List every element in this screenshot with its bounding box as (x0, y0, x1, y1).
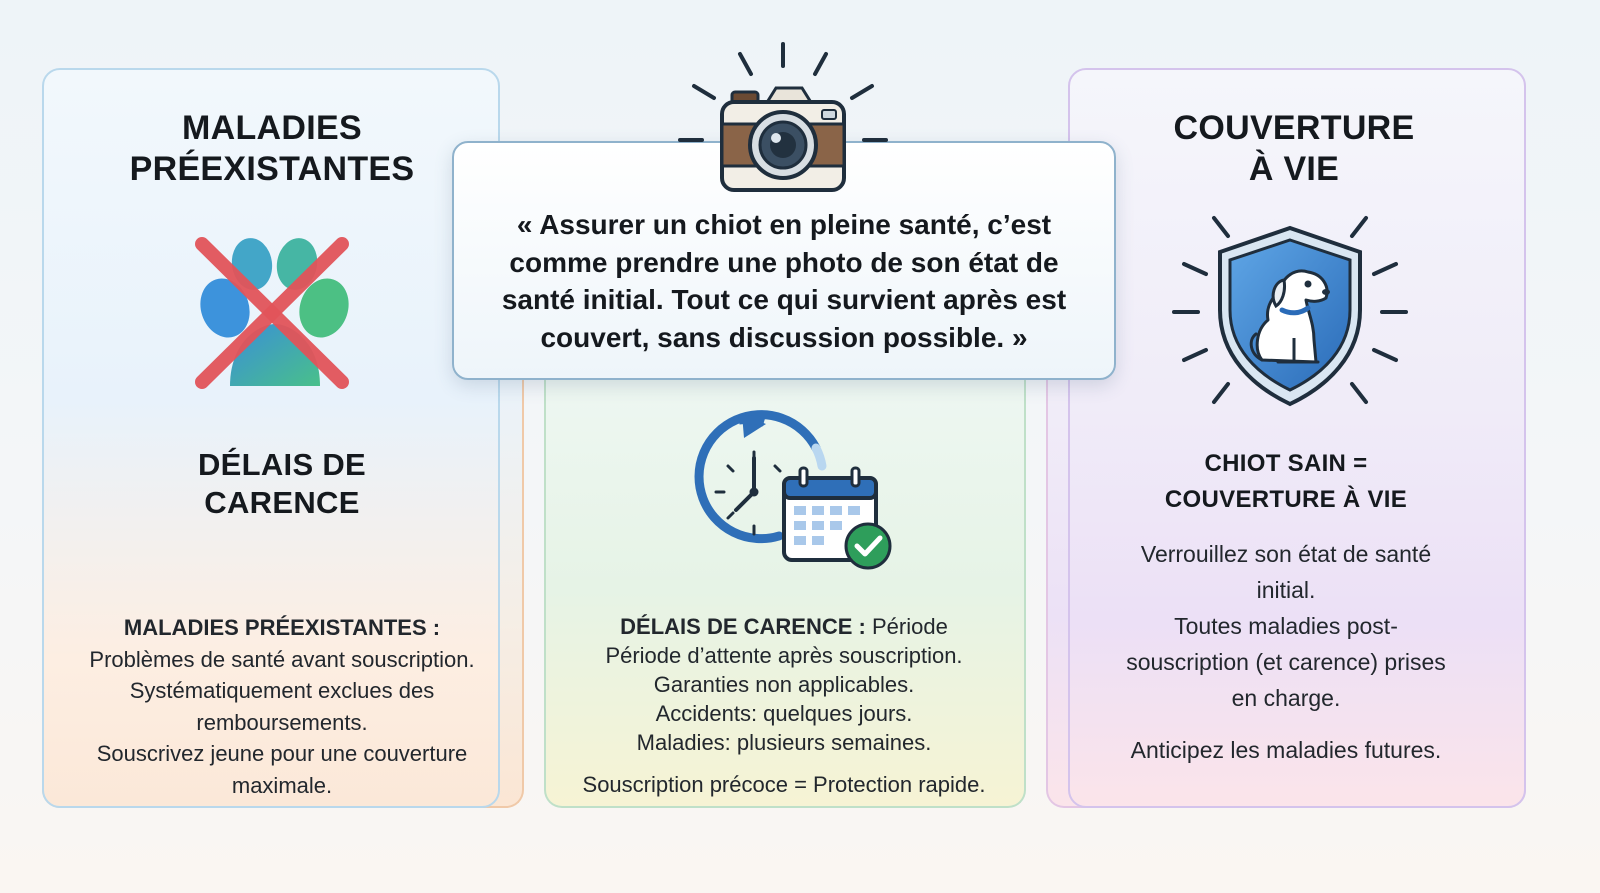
middle-body-line-2: Garanties non applicables. (653, 672, 915, 697)
right-subtitle-line-2: COUVERTURE À VIE (1164, 486, 1408, 513)
left-subtitle-line-1: DÉLAIS DE (197, 447, 367, 482)
left-body-line-1: Problèmes de santé avant souscription. (89, 646, 475, 672)
left-body-line-5: maximale. (231, 772, 333, 798)
right-body-line-3: Toutes maladies post- (1174, 613, 1398, 639)
quote-line-4: couvert, sans discussion possible. » (540, 321, 1028, 353)
right-subtitle-line-1: CHIOT SAIN = (1204, 450, 1368, 477)
left-title-top (72, 108, 472, 190)
right-subtitle (1086, 446, 1486, 518)
right-body-line-2: initial. (1256, 577, 1316, 603)
left-subtitle-line-2: CARENCE (204, 485, 360, 520)
quote-line-3: santé initial. Tout ce qui survient après est (501, 284, 1067, 315)
middle-body-line-1: Période d’attente après souscription. (605, 643, 963, 668)
right-footer: Anticipez les maladies futures. (1130, 737, 1442, 763)
middle-body-heading-row (560, 612, 1008, 641)
right-title-top (1094, 108, 1494, 190)
middle-body-line-3: Accidents: quelques jours. (655, 701, 913, 726)
middle-body-heading-suffix: Période (865, 614, 948, 639)
right-body-line-5: en charge. (1231, 685, 1341, 711)
left-body (62, 612, 502, 801)
left-title-line-1: MALADIES (182, 109, 362, 147)
right-title-line-2: À VIE (1248, 150, 1340, 188)
left-body-heading: MALADIES PRÉEXISTANTES : (123, 615, 441, 640)
camera-icon (676, 40, 890, 196)
quote-line-1: « Assurer un chiot en pleine santé, c’est (516, 209, 1052, 240)
left-body-line-2: Systématiquement exclues des (129, 678, 435, 703)
left-title-bottom (82, 446, 482, 522)
middle-footer: Souscription précoce = Protection rapide. (582, 772, 986, 797)
shield-dog-icon (1170, 210, 1410, 410)
left-body-line-4: Souscrivez jeune pour une couverture (96, 741, 468, 766)
right-title-line-1: COUVERTURE (1173, 109, 1415, 147)
middle-body-heading: DÉLAIS DE CARENCE : (620, 614, 866, 639)
clock-calendar-check-icon (684, 408, 894, 573)
middle-body-line-4: Maladies: plusieurs semaines. (636, 730, 932, 755)
middle-body (560, 612, 1008, 799)
quote-text (480, 206, 1088, 356)
right-body (1066, 536, 1506, 768)
right-body-line-4: souscription (et carence) prises (1126, 649, 1446, 675)
crossed-paw-icon (190, 236, 360, 396)
right-body-line-1: Verrouillez son état de santé (1140, 541, 1432, 567)
left-body-line-3: remboursements. (196, 709, 368, 735)
quote-line-2: comme prendre une photo de son état de (509, 246, 1059, 278)
left-title-line-2: PRÉEXISTANTES (129, 150, 415, 188)
